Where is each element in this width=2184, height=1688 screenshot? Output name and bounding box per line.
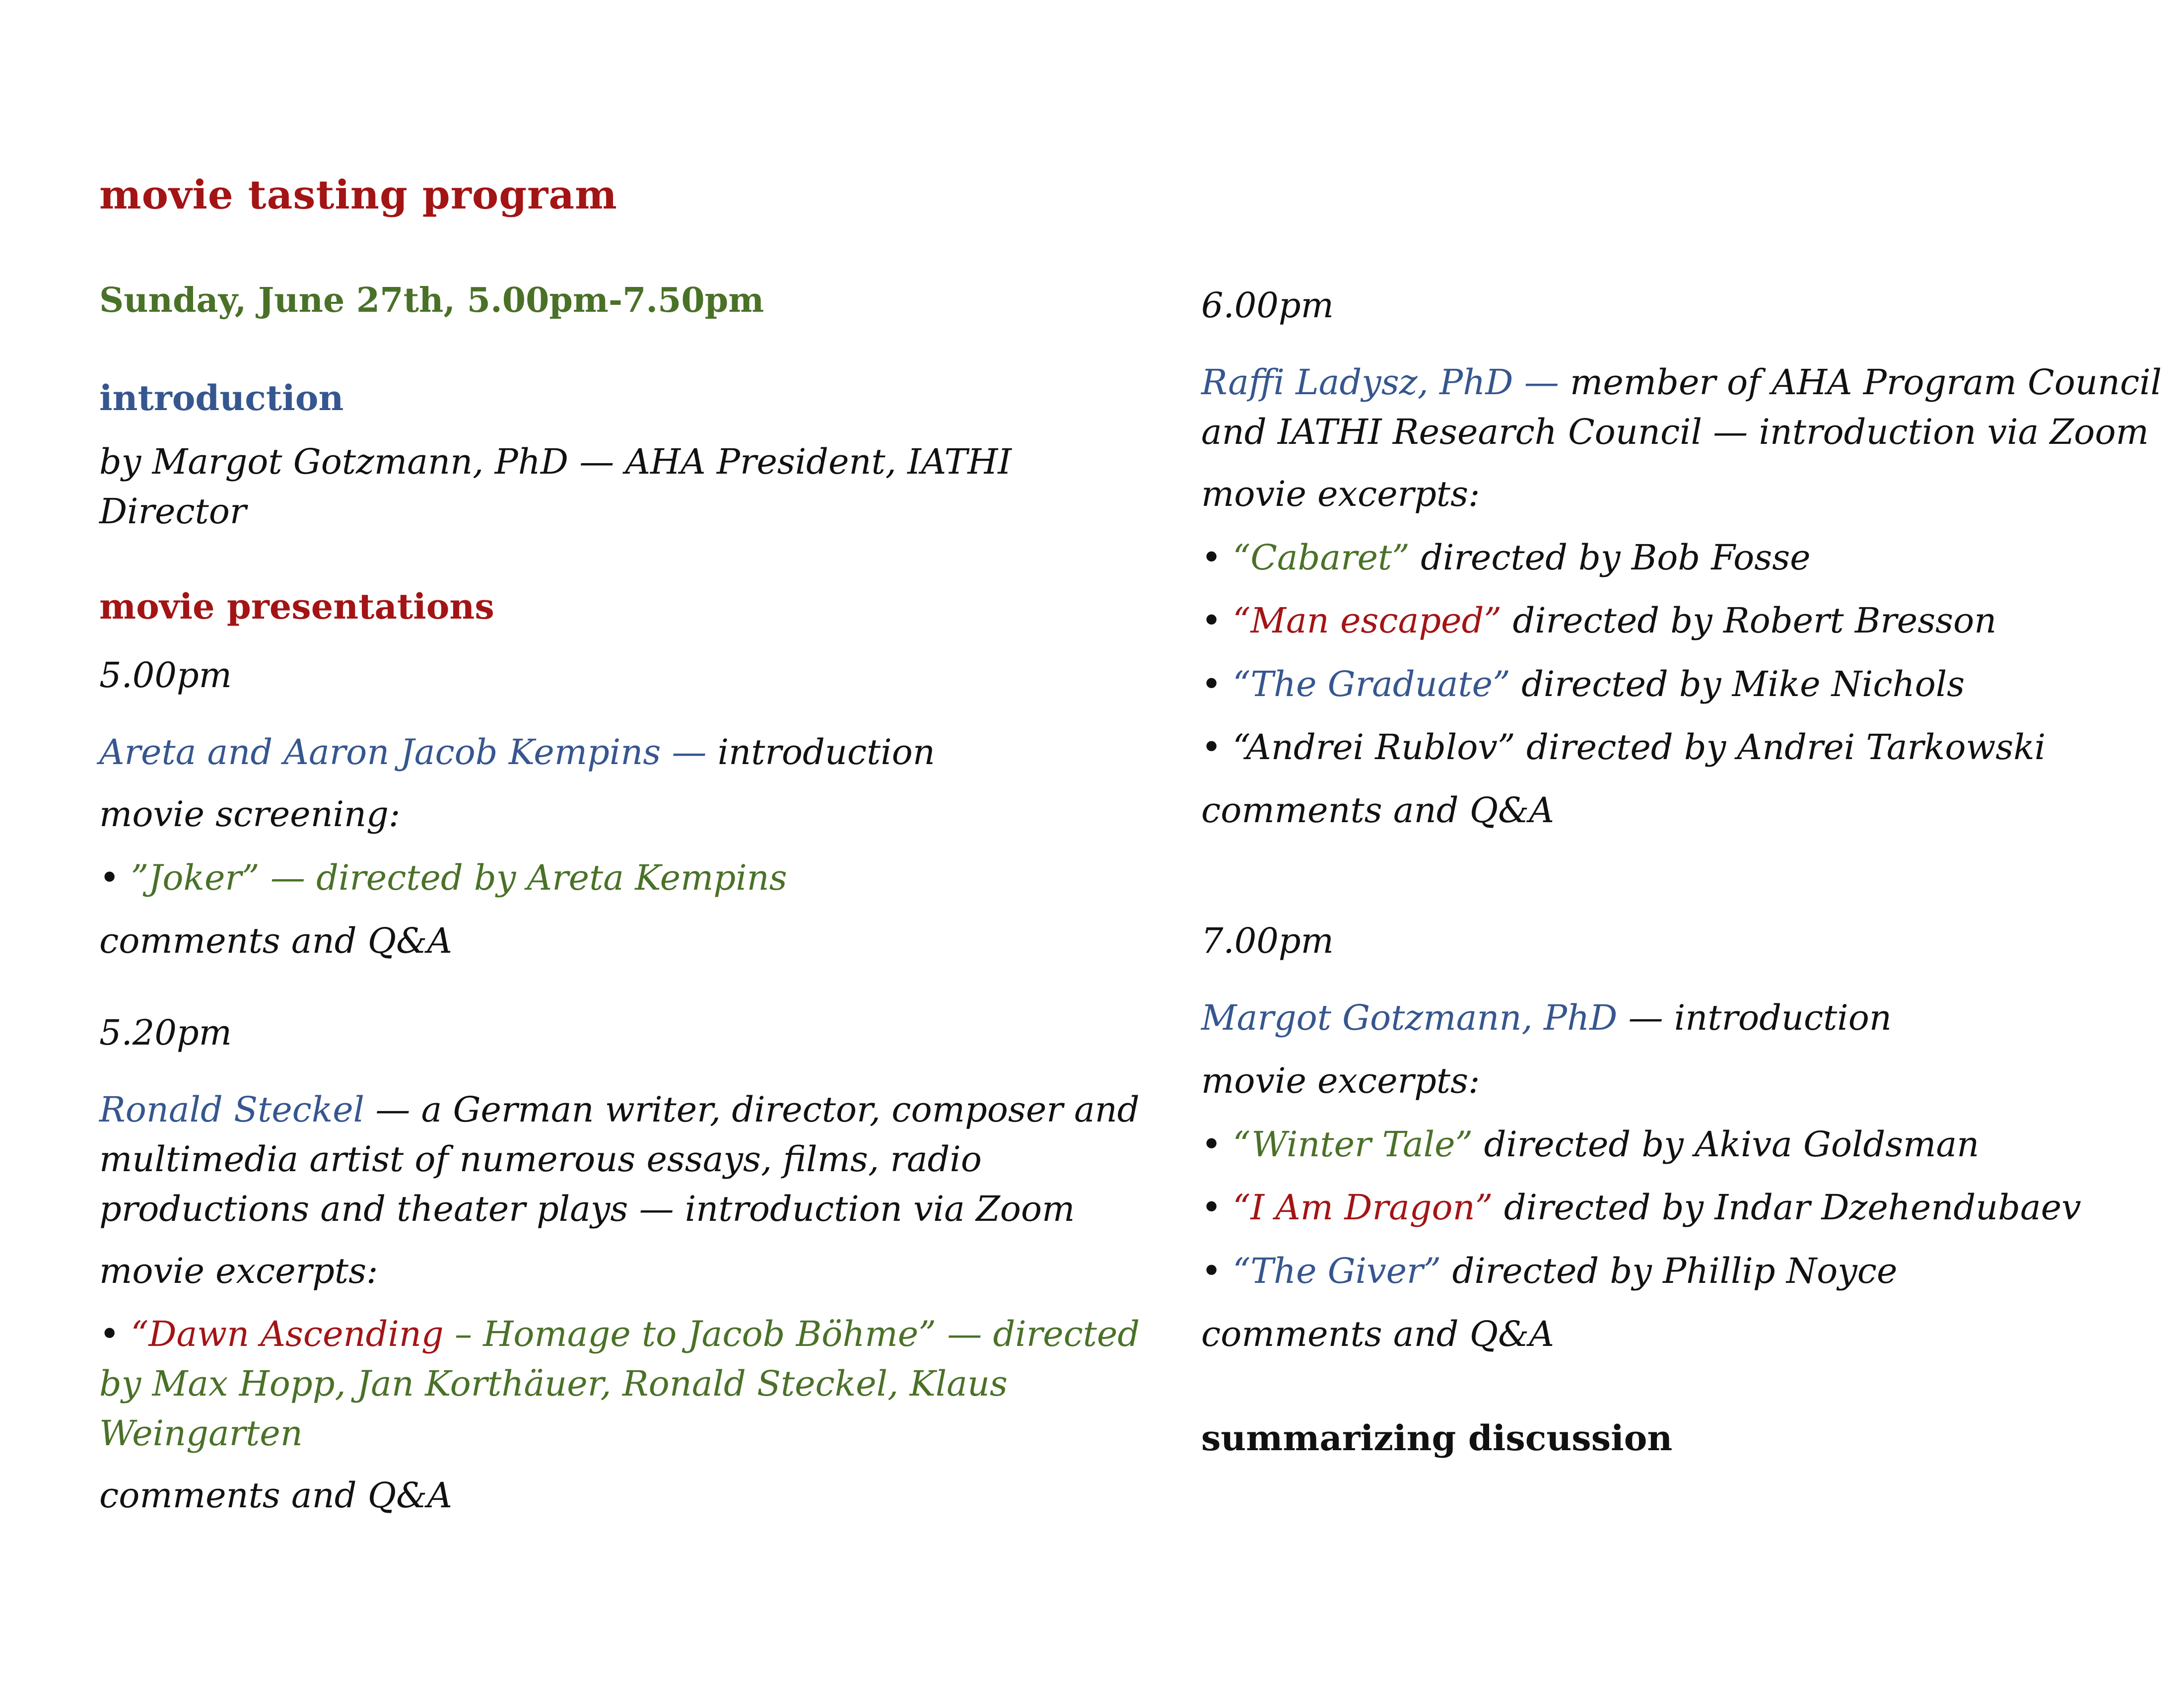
movie-director: directed by Andrei Tarkowski [1515, 727, 2046, 768]
session-3-line-1 [1201, 357, 2162, 407]
introduction-role: AHA President, IATHI [625, 441, 1012, 482]
session-2-desc-3: productions and theater plays — introduction via Zoom [99, 1189, 1075, 1229]
session-1-note: introduction [717, 732, 935, 773]
bullet: • [99, 857, 131, 898]
event-date: Sunday, June 27th, 5.00pm-7.50pm [99, 281, 764, 320]
session-3-label: movie excerpts: [1201, 474, 1480, 514]
page-title: movie tasting program [99, 171, 617, 218]
bullet: • [1201, 727, 1233, 768]
session-3-dash: — [1513, 362, 1570, 403]
session-1-qa: comments and Q&A [99, 920, 453, 961]
session-1-label: movie screening: [99, 794, 401, 835]
session-1-time: 5.00pm [99, 655, 232, 696]
introduction-line-2: Director [99, 491, 247, 532]
bullet: • [1201, 600, 1233, 641]
session-4-note: introduction [1674, 997, 1892, 1038]
bullet: • [1201, 1124, 1233, 1165]
session-4-time: 7.00pm [1201, 920, 1334, 961]
session-4-dash: — [1617, 997, 1674, 1038]
movie-director: directed by Akiva Goldsman [1473, 1124, 1979, 1165]
session-1-movie-item [99, 853, 787, 903]
bullet: • [1201, 537, 1233, 578]
session-4-movie-2 [1201, 1183, 2081, 1232]
session-4-qa: comments and Q&A [1201, 1314, 1555, 1354]
movie-title: “I Am Dragon” [1232, 1187, 1493, 1228]
movie-director: directed by Bob Fosse [1409, 537, 1811, 578]
session-1-dash: — [661, 732, 718, 773]
session-3-movie-4 [1201, 722, 2046, 772]
session-2-movie-line-2: by Max Hopp, Jan Korthäuer, Ronald Steckel, Klaus [99, 1363, 1008, 1404]
movie-title: “Cabaret” [1232, 537, 1410, 578]
session-3-presenter: Raffi Ladysz, PhD [1201, 362, 1513, 403]
introduction-heading: introduction [99, 377, 344, 419]
movie-director: directed by Mike Nichols [1510, 664, 1965, 704]
session-1-presenter: Areta and Aaron Jacob Kempins [99, 732, 661, 773]
movie-title: “The Giver” [1232, 1251, 1441, 1291]
session-2-line-1 [99, 1085, 1140, 1134]
session-3-qa: comments and Q&A [1201, 790, 1555, 831]
session-2-movie-line-1 [99, 1309, 1140, 1359]
introduction-by: by Margot Gotzmann, PhD [99, 441, 568, 482]
session-4-presenter: Margot Gotzmann, PhD [1201, 997, 1618, 1038]
session-4-label: movie excerpts: [1201, 1060, 1480, 1101]
movie-director: directed by Robert Bresson [1502, 600, 1997, 641]
movie-title: “Winter Tale” [1232, 1124, 1473, 1165]
movie-title: “Man escaped” [1232, 600, 1502, 641]
bullet: • [1201, 1251, 1233, 1291]
session-4-movie-1 [1201, 1120, 1979, 1169]
session-4-movie-3 [1201, 1246, 1897, 1296]
session-3-time: 6.00pm [1201, 285, 1334, 326]
session-2-movie-title: “Dawn Ascending [131, 1314, 444, 1354]
bullet: • [1201, 664, 1233, 704]
session-2-desc-1: a German writer, director, composer and [421, 1089, 1140, 1130]
introduction-dash: — [568, 441, 625, 482]
session-2-qa: comments and Q&A [99, 1475, 453, 1516]
movie-title: “Andrei Rublov” [1232, 727, 1515, 768]
session-2-label: movie excerpts: [99, 1251, 378, 1291]
bullet: • [1201, 1187, 1233, 1228]
session-3-movie-3 [1201, 659, 1965, 709]
session-2-dash: — [364, 1089, 421, 1130]
session-1-presenter-line [99, 727, 935, 777]
movie-director: directed by Indar Dzehendubaev [1493, 1187, 2081, 1228]
session-3-desc-1: member of AHA Program Council [1570, 362, 2162, 403]
session-2-time: 5.20pm [99, 1012, 232, 1053]
movie-title: “The Graduate” [1232, 664, 1510, 704]
bullet: • [99, 1314, 131, 1354]
summary-heading: summarizing discussion [1201, 1417, 1673, 1459]
session-1-movie: ”Joker” — directed by Areta Kempins [131, 857, 787, 898]
session-3-movie-2 [1201, 596, 1996, 645]
session-2-presenter: Ronald Steckel [99, 1089, 365, 1130]
session-2-desc-2: multimedia artist of numerous essays, films, radio [99, 1139, 982, 1180]
session-2-movie-line-3: Weingarten [99, 1413, 303, 1454]
presentations-heading: movie presentations [99, 586, 494, 627]
session-4-presenter-line [1201, 993, 1892, 1043]
movie-director: directed by Phillip Noyce [1441, 1251, 1898, 1291]
session-2-movie-rest-1: – Homage to Jacob Böhme” — directed [443, 1314, 1140, 1354]
session-3-movie-1 [1201, 533, 1811, 582]
session-3-desc-2: and IATHI Research Council — introduction via Zoom [1201, 412, 2149, 452]
introduction-line-1 [99, 437, 1012, 487]
